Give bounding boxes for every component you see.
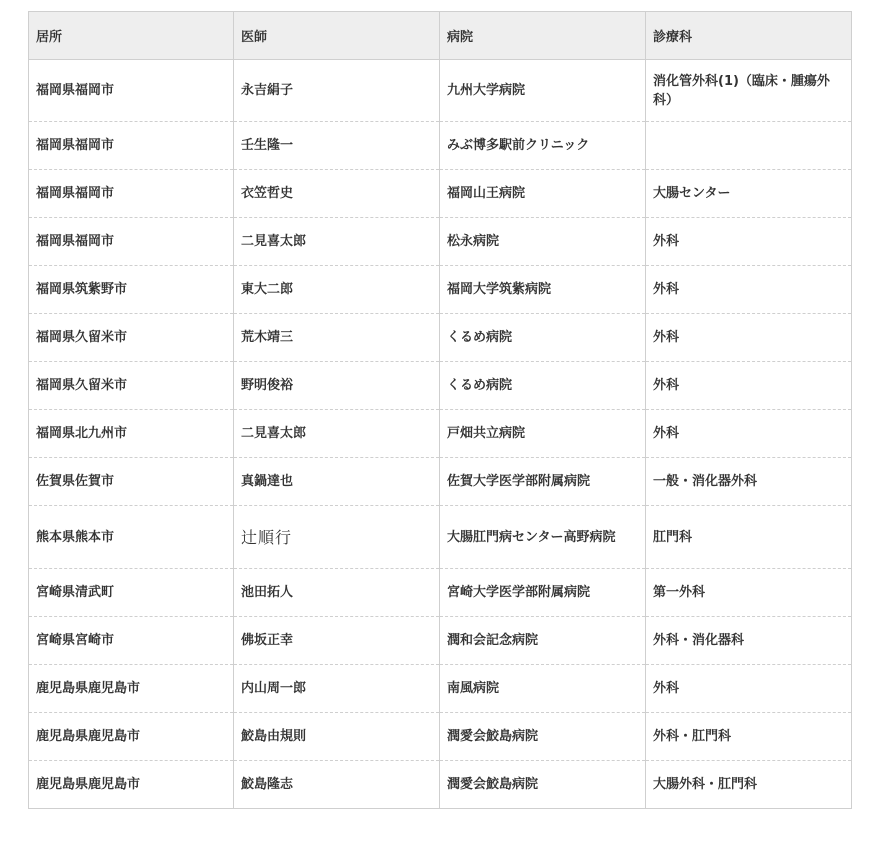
- doctor-table: [28, 11, 852, 809]
- department-cell: 外科・肛門科: [646, 713, 852, 761]
- residence-cell: 福岡県福岡市: [29, 122, 234, 170]
- table-row: [29, 761, 852, 809]
- doctor-cell: 辻順行: [234, 506, 440, 569]
- residence-cell: 宮崎県宮崎市: [29, 617, 234, 665]
- table-row: [29, 218, 852, 266]
- table-header-row: [29, 12, 852, 60]
- doctor-cell: 衣笠哲史: [234, 170, 440, 218]
- doctor-cell: 永吉絹子: [234, 60, 440, 122]
- doctor-cell: 真鍋達也: [234, 458, 440, 506]
- hospital-cell: くるめ病院: [440, 314, 646, 362]
- table-row: [29, 665, 852, 713]
- hospital-cell: 潤和会記念病院: [440, 617, 646, 665]
- header-hospital: 病院: [440, 12, 646, 60]
- header-residence: 居所: [29, 12, 234, 60]
- hospital-cell: 大腸肛門病センター高野病院: [440, 506, 646, 569]
- hospital-cell: くるめ病院: [440, 362, 646, 410]
- doctor-cell: 荒木靖三: [234, 314, 440, 362]
- doctor-cell: 池田拓人: [234, 569, 440, 617]
- hospital-cell: 宮崎大学医学部附属病院: [440, 569, 646, 617]
- residence-cell: 鹿児島県鹿児島市: [29, 665, 234, 713]
- residence-cell: 福岡県久留米市: [29, 362, 234, 410]
- doctor-cell: 内山周一郎: [234, 665, 440, 713]
- residence-cell: 宮崎県清武町: [29, 569, 234, 617]
- residence-cell: 福岡県筑紫野市: [29, 266, 234, 314]
- table-row: [29, 170, 852, 218]
- hospital-cell: 九州大学病院: [440, 60, 646, 122]
- table-row: [29, 617, 852, 665]
- residence-cell: 佐賀県佐賀市: [29, 458, 234, 506]
- hospital-cell: みぶ博多駅前クリニック: [440, 122, 646, 170]
- hospital-cell: 潤愛会鮫島病院: [440, 713, 646, 761]
- table-row: [29, 362, 852, 410]
- department-cell: 外科: [646, 266, 852, 314]
- hospital-cell: 福岡山王病院: [440, 170, 646, 218]
- header-department: 診療科: [646, 12, 852, 60]
- residence-cell: 福岡県福岡市: [29, 170, 234, 218]
- hospital-cell: 南風病院: [440, 665, 646, 713]
- doctor-table-container: [28, 11, 851, 809]
- residence-cell: 福岡県福岡市: [29, 218, 234, 266]
- doctor-cell: 鮫島隆志: [234, 761, 440, 809]
- table-row: [29, 266, 852, 314]
- doctor-cell: 東大二郎: [234, 266, 440, 314]
- hospital-cell: 戸畑共立病院: [440, 410, 646, 458]
- residence-cell: 鹿児島県鹿児島市: [29, 713, 234, 761]
- table-row: [29, 60, 852, 122]
- department-cell: 消化管外科(1)（臨床・腫瘍外科）: [646, 60, 852, 122]
- department-cell: 一般・消化器外科: [646, 458, 852, 506]
- department-cell: 大腸センター: [646, 170, 852, 218]
- doctor-cell: 佛坂正幸: [234, 617, 440, 665]
- header-doctor: 医師: [234, 12, 440, 60]
- doctor-cell: 二見喜太郎: [234, 218, 440, 266]
- doctor-cell: 鮫島由規則: [234, 713, 440, 761]
- department-cell: 外科: [646, 410, 852, 458]
- table-row: [29, 314, 852, 362]
- hospital-cell: 福岡大学筑紫病院: [440, 266, 646, 314]
- department-cell: 外科: [646, 314, 852, 362]
- department-cell: 大腸外科・肛門科: [646, 761, 852, 809]
- residence-cell: 鹿児島県鹿児島市: [29, 761, 234, 809]
- table-row: [29, 122, 852, 170]
- hospital-cell: 佐賀大学医学部附属病院: [440, 458, 646, 506]
- department-cell: 第一外科: [646, 569, 852, 617]
- table-row: [29, 410, 852, 458]
- residence-cell: 熊本県熊本市: [29, 506, 234, 569]
- table-row: [29, 506, 852, 569]
- doctor-cell: 野明俊裕: [234, 362, 440, 410]
- hospital-cell: 潤愛会鮫島病院: [440, 761, 646, 809]
- hospital-cell: 松永病院: [440, 218, 646, 266]
- department-cell: 外科: [646, 665, 852, 713]
- department-cell: 外科・消化器科: [646, 617, 852, 665]
- table-row: [29, 458, 852, 506]
- department-cell: 外科: [646, 362, 852, 410]
- department-cell: [646, 122, 852, 170]
- department-cell: 外科: [646, 218, 852, 266]
- doctor-cell: 壬生隆一: [234, 122, 440, 170]
- table-row: [29, 569, 852, 617]
- department-cell: 肛門科: [646, 506, 852, 569]
- doctor-cell: 二見喜太郎: [234, 410, 440, 458]
- residence-cell: 福岡県久留米市: [29, 314, 234, 362]
- residence-cell: 福岡県福岡市: [29, 60, 234, 122]
- table-row: [29, 713, 852, 761]
- residence-cell: 福岡県北九州市: [29, 410, 234, 458]
